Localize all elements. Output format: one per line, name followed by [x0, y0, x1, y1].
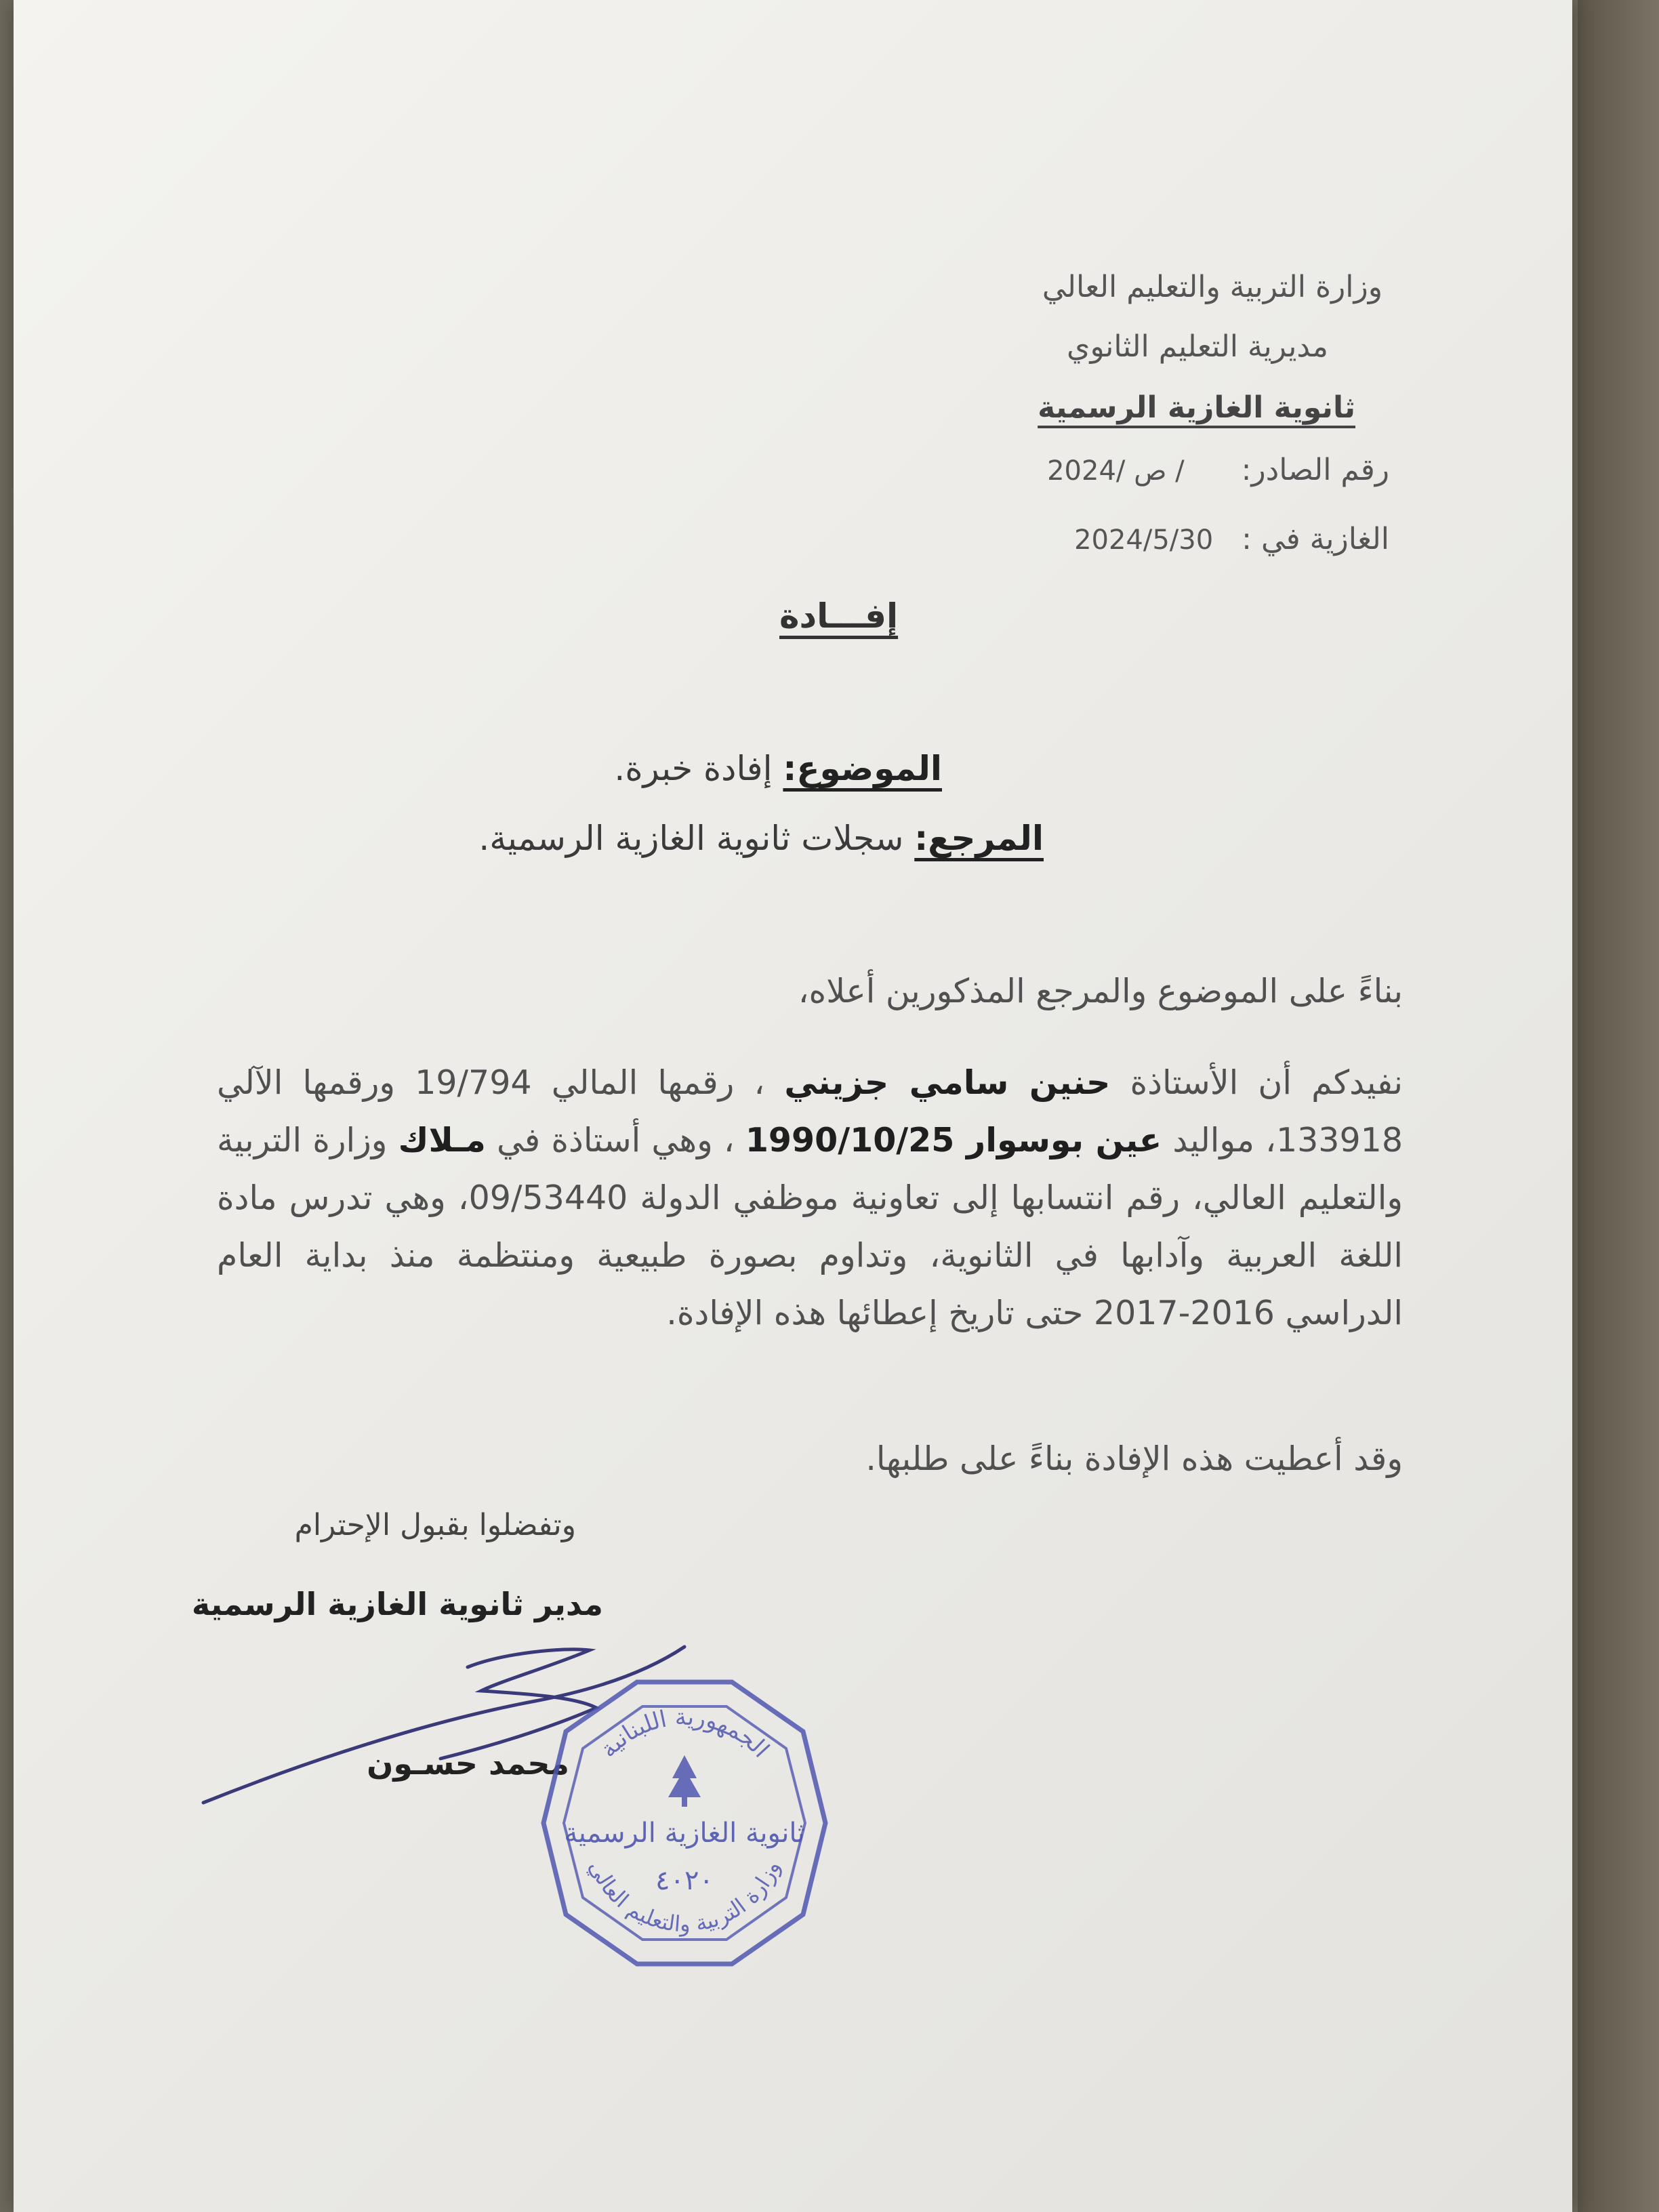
cedar-icon	[668, 1755, 701, 1807]
seal-bottom-text: وزارة التربية والتعليم العالي	[583, 1856, 785, 1938]
closing-paragraph: وقد أعطيت هذه الإفادة بناءً على طلبها.	[865, 1439, 1403, 1478]
school-line: ثانوية الغازية الرسمية	[1038, 390, 1355, 425]
directorate-line: مديرية التعليم الثانوي	[1067, 329, 1328, 364]
reference-label: المرجع:	[914, 819, 1044, 858]
main-paragraph: نفيدكم أن الأستاذة حنين سامي جزيني ، رقمها المالي 19/794 ورقمها الآلي 133918، مواليد عين بوسوار 1990/10/25 ، وهي أستاذة في مـلاك وزارة التربية والتعليم العالي، رقم انتسابها إلى تعاونية موظفي الدولة 09/53440، وهي تدرس مادة اللغة العربية وآدابها في الثانوية، وتداوم بصورة طبيعية ومنتظمة منذ بداية العام الدراسي 2016-2017 حتى تاريخ إعطائها هذه الإفادة.	[217, 1063, 1404, 1332]
subject-line	[614, 749, 942, 788]
ministry-line: وزارة التربية والتعليم العالي	[1042, 270, 1382, 304]
seal-number: ٤٠٢٠	[655, 1865, 714, 1896]
principal-name: محمد حسـون	[367, 1745, 569, 1782]
official-seal	[535, 1674, 834, 1972]
document-date: الغازية في : 2024/5/30	[1074, 522, 1389, 556]
regards-line: وتفضلوا بقبول الإحترام	[294, 1508, 576, 1542]
principal-title: مدير ثانوية الغازية الرسمية	[191, 1586, 603, 1622]
reference-line	[478, 819, 1044, 858]
seal-top-text: الجمهورية اللبنانية	[594, 1703, 775, 1763]
document-title: إفـــادة	[779, 596, 899, 636]
seal-center-text: ثانوية الغازية الرسمية	[564, 1818, 805, 1849]
outgoing-number: رقم الصادر: / ص /2024	[1047, 453, 1389, 487]
reference-value: سجلات ثانوية الغازية الرسمية.	[478, 819, 904, 858]
staff-word: مـلاك	[398, 1121, 486, 1160]
teacher-name: حنين سامي جزيني	[784, 1063, 1111, 1102]
table-background	[1578, 0, 1659, 2212]
document-page	[14, 0, 1572, 2212]
subject-value: إفادة خبرة.	[614, 749, 773, 788]
subject-label: الموضوع:	[783, 749, 942, 788]
svg-text:الجمهورية اللبنانية	[595, 1704, 775, 1763]
intro-paragraph: بناءً على الموضوع والمرجع المذكورين أعلاه،	[798, 972, 1403, 1010]
birth-info: عين بوسوار 1990/10/25	[745, 1121, 1162, 1160]
